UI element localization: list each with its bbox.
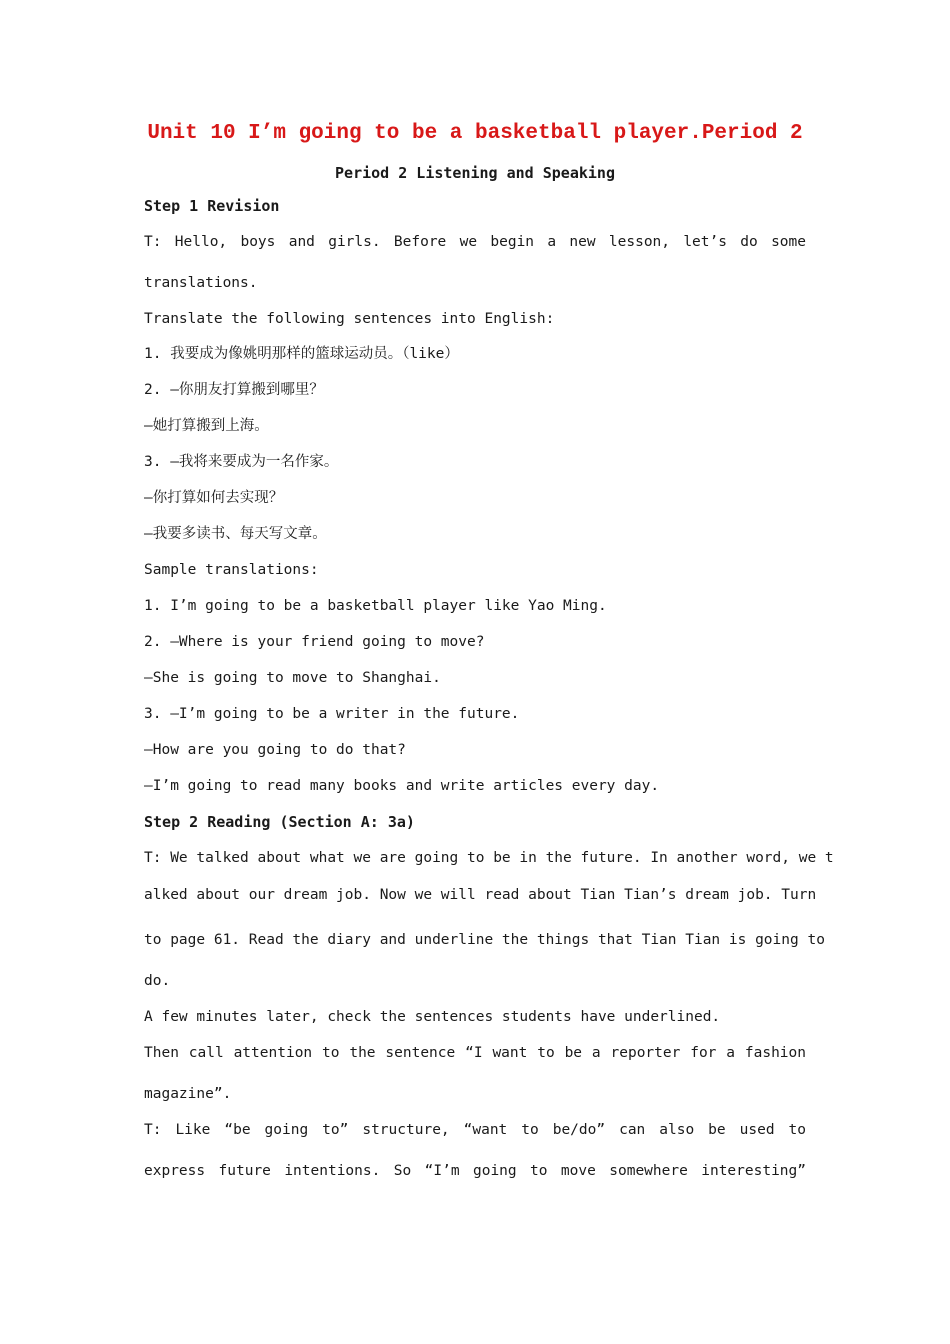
paragraph-line: translations. (144, 275, 258, 291)
list-item: —她打算搬到上海。 (144, 418, 269, 434)
list-item: 1. 我要成为像姚明那样的篮球运动员。（like） (144, 346, 459, 362)
document-subtitle: Period 2 Listening and Speaking (335, 164, 615, 182)
paragraph-line: Translate the following sentences into English: (144, 311, 555, 327)
list-item: 2. —Where is your friend going to move? (144, 634, 485, 650)
list-item: 3. —I’m going to be a writer in the future. (144, 706, 520, 722)
paragraph-line: magazine”. (144, 1086, 232, 1102)
list-item: —She is going to move to Shanghai. (144, 670, 441, 686)
list-item: —我要多读书、每天写文章。 (144, 526, 327, 542)
paragraph-line: T: We talked about what we are going to be in the future. In another word, we t (144, 850, 834, 866)
list-item: 1. I’m going to be a basketball player like Yao Ming. (144, 598, 607, 614)
list-item: —I’m going to read many books and write articles every day. (144, 778, 660, 794)
paragraph-line: do. (144, 973, 171, 989)
list-item: 3. —我将来要成为一名作家。 (144, 454, 339, 470)
list-item: 2. —你朋友打算搬到哪里？ (144, 382, 324, 398)
paragraph-line: T: Hello, boys and girls. Before we begin a new lesson, let’s do some (144, 234, 806, 250)
list-item: —你打算如何去实现？ (144, 490, 284, 506)
paragraph-line: Then call attention to the sentence “I want to be a reporter for a fashion (144, 1045, 806, 1061)
document-title: Unit 10 I’m going to be a basketball player.Period 2 (147, 122, 803, 145)
paragraph-line: to page 61. Read the diary and underline the things that Tian Tian is going to (144, 932, 825, 948)
step1-heading: Step 1 Revision (144, 197, 280, 215)
paragraph-line: T: Like “be going to” structure, “want to be/do” can also be used to (144, 1122, 806, 1138)
paragraph-line: Sample translations: (144, 562, 319, 578)
paragraph-line: A few minutes later, check the sentences students have underlined. (144, 1009, 721, 1025)
list-item: —How are you going to do that? (144, 742, 406, 758)
paragraph-line: alked about our dream job. Now we will read about Tian Tian’s dream job. Turn (144, 887, 817, 903)
paragraph-line: express future intentions. So “I’m going to move somewhere interesting” (144, 1163, 806, 1179)
step2-heading: Step 2 Reading (Section A: 3a) (144, 813, 415, 831)
